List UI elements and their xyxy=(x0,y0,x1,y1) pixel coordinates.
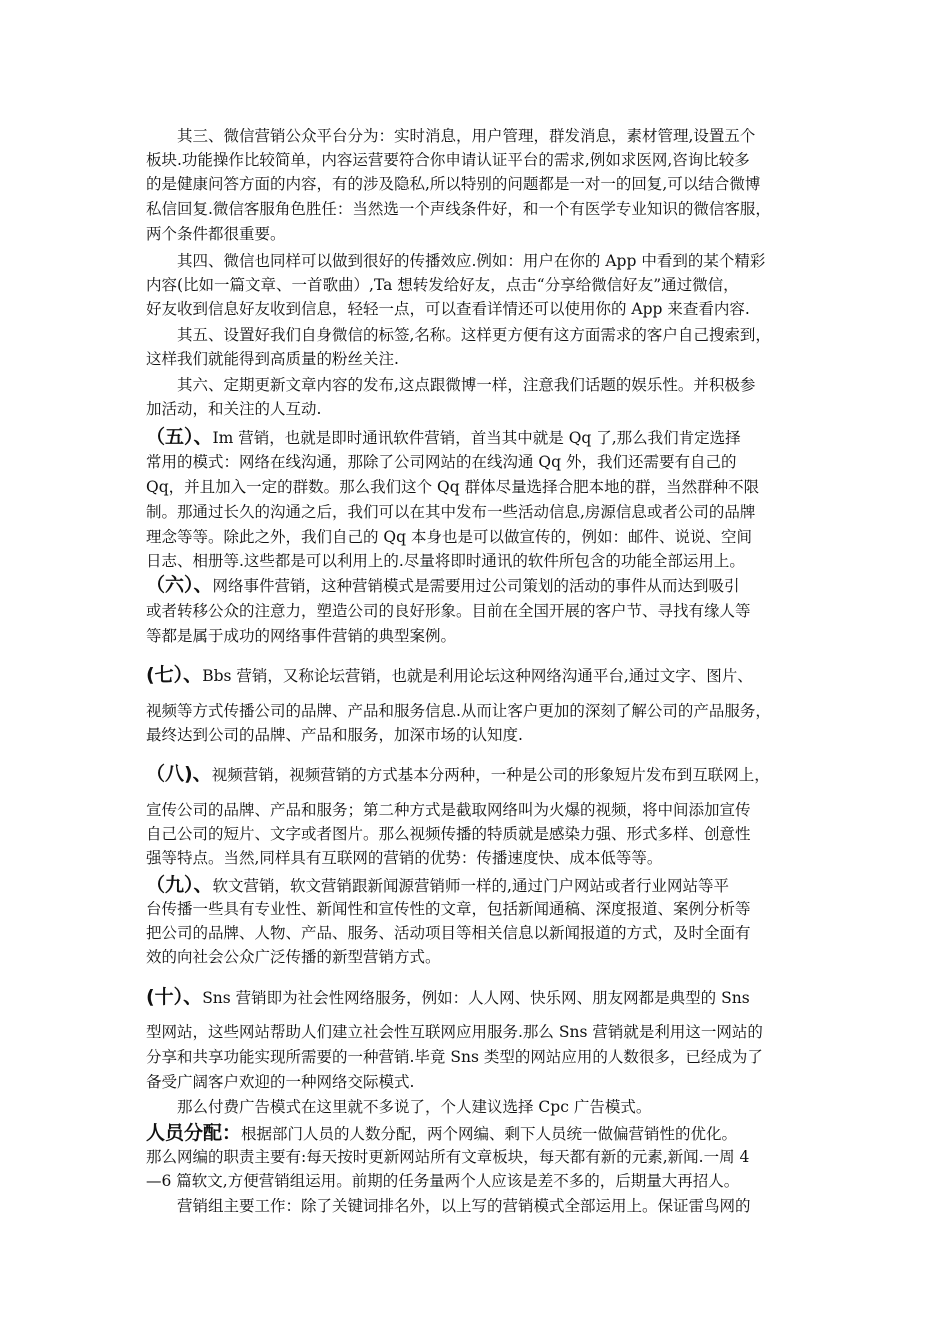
video-line-4: 强等特点。当然,同样具有互联网的营销的优势：传播速度快、成本低等等。 xyxy=(146,849,663,867)
section3-line-1: 其三、微信营销公众平台分为：实时消息，用户管理，群发消息，素材管理,设置五个 xyxy=(177,127,756,145)
bbs-first-line xyxy=(146,664,816,687)
soft-line-4: 效的向社会公众广泛传播的新型营销方式。 xyxy=(146,948,441,966)
section4-line-2: 内容(比如一篇文章、一首歌曲）,Ta 想转发给好友，点击“分享给微信好友”通过微信， xyxy=(146,276,739,294)
sns-heading: (十）、 xyxy=(146,986,203,1008)
section6-line-2: 加活动，和关注的人互动. xyxy=(146,400,322,418)
video-first-text: 视频营销，视频营销的方式基本分两种，一种是公司的形象短片发布到互联网上， xyxy=(211,766,770,784)
im-first-text: Im 营销，也就是即时通讯软件营销，首当其中就是 Qq 了,那么我们肯定选择 xyxy=(212,429,741,447)
section5-line-2: 这样我们就能得到高质量的粉丝关注. xyxy=(146,350,399,368)
section3-line-5: 两个条件都很重要。 xyxy=(146,225,286,243)
marketing-line: 营销组主要工作：除了关键词排名外，以上写的营销模式全部运用上。保证雷鸟网的 xyxy=(177,1197,751,1215)
section6-line-1: 其六、定期更新文章内容的发布,这点跟微博一样，注意我们话题的娱乐性。并积极参 xyxy=(177,376,756,394)
im-first-line xyxy=(146,426,816,449)
im-line-4: 制。那通过长久的沟通之后，我们可以在其中发布一些活动信息,房源信息或者公司的品牌 xyxy=(146,503,756,521)
event-first-text: 网络事件营销，这种营销模式是需要用过公司策划的活动的事件从而达到吸引 xyxy=(212,577,740,595)
sns-line-4: 备受广阔客户欢迎的一种网络交际模式. xyxy=(146,1073,415,1091)
section3-line-4: 私信回复.微信客服角色胜任：当然选一个声线条件好，和一个有医学专业知识的微信客服， xyxy=(146,200,771,218)
video-first-line xyxy=(146,763,816,786)
staff-line-3: —6 篇软文,方便营销组运用。前期的任务量两个人应该是差不多的，后期量大再招人。 xyxy=(146,1172,740,1190)
sns-line-2: 型网站，这些网站帮助人们建立社会性互联网应用服务.那么 Sns 营销就是利用这一网站的 xyxy=(146,1023,763,1041)
section5-line-1: 其五、设置好我们自身微信的标签,名称。这样更方便有这方面需求的客户自己搜索到， xyxy=(177,326,771,344)
bbs-heading: (七）、 xyxy=(146,664,203,686)
im-line-2: 常用的模式：网络在线沟通，那除了公司网站的在线沟通 Qq 外，我们还需要有自己的 xyxy=(146,453,737,471)
event-line-3: 等都是属于成功的网络事件营销的典型案例。 xyxy=(146,627,457,645)
event-heading: （六）、 xyxy=(146,574,213,596)
section4-line-3: 好友收到信息好友收到信息，轻轻一点，可以查看详情还可以使用你的 App 来查看内容. xyxy=(146,300,750,318)
im-line-6: 日志、相册等.这些都是可以利用上的.尽量将即时通讯的软件所包含的功能全部运用上。 xyxy=(146,552,745,570)
im-line-5: 理念等等。除此之外，我们自己的 Qq 本身也是可以做宣传的，例如：邮件、说说、空间 xyxy=(146,528,752,546)
staff-first-text: 根据部门人员的人数分配，两个网编、剩下人员统一做偏营销性的优化。 xyxy=(241,1125,738,1143)
bbs-line-2: 视频等方式传播公司的品牌、产品和服务信息.从而让客户更加的深刻了解公司的产品服务， xyxy=(146,702,771,720)
soft-heading: （九）、 xyxy=(146,874,213,896)
soft-first-text: 软文营销，软文营销跟新闻源营销师一样的,通过门户网站或者行业网站等平 xyxy=(212,877,729,895)
im-heading: （五）、 xyxy=(146,426,213,448)
soft-first-line xyxy=(146,874,816,897)
event-line-2: 或者转移公众的注意力，塑造公司的良好形象。目前在全国开展的客户节、寻找有缘人等 xyxy=(146,602,751,620)
staff-first-line xyxy=(146,1122,816,1145)
section4-line-1: 其四、微信也同样可以做到很好的传播效应.例如：用户在你的 App 中看到的某个精彩 xyxy=(177,252,766,270)
event-first-line xyxy=(146,574,816,597)
sns-first-text: Sns 营销即为社会性网络服务，例如：人人网、快乐网、朋友网都是典型的 Sns xyxy=(202,989,750,1007)
paid-ads-line: 那么付费广告模式在这里就不多说了，个人建议选择 Cpc 广告模式。 xyxy=(177,1098,652,1116)
video-heading: （八)、 xyxy=(146,763,212,785)
sns-line-3: 分享和共享功能实现所需要的一种营销.毕竟 Sns 类型的网站应用的人数很多，已经成为了 xyxy=(146,1048,763,1066)
staff-line-2: 那么网编的职责主要有:每天按时更新网站所有文章板块，每天都有新的元素,新闻.一周 4 xyxy=(146,1148,750,1166)
section3-line-3: 的是健康问答方面的内容，有的涉及隐私,所以特别的问题都是一对一的回复,可以结合微博 xyxy=(146,175,761,193)
staff-heading: 人员分配： xyxy=(146,1122,242,1144)
soft-line-2: 台传播一些具有专业性、新闻性和宣传性的文章，包括新闻通稿、深度报道、案例分析等 xyxy=(146,900,751,918)
soft-line-3: 把公司的品牌、人物、产品、服务、活动项目等相关信息以新闻报道的方式，及时全面有 xyxy=(146,924,751,942)
sns-first-line xyxy=(146,986,816,1009)
bbs-line-3: 最终达到公司的品牌、产品和服务，加深市场的认知度. xyxy=(146,726,523,744)
section3-line-2: 板块.功能操作比较简单，内容运营要符合你申请认证平台的需求,例如求医网,咨询比较多 xyxy=(146,151,750,169)
video-line-3: 自己公司的短片、文字或者图片。那么视频传播的特质就是感染力强、形式多样、创意性 xyxy=(146,825,751,843)
bbs-first-text: Bbs 营销，又称论坛营销，也就是利用论坛这种网络沟通平台,通过文字、图片、 xyxy=(202,667,753,685)
im-line-3: Qq，并且加入一定的群数。那么我们这个 Qq 群体尽量选择合肥本地的群，当然群种不限 xyxy=(146,478,760,496)
video-line-2: 宣传公司的品牌、产品和服务；第二种方式是截取网络叫为火爆的视频，将中间添加宣传 xyxy=(146,801,751,819)
